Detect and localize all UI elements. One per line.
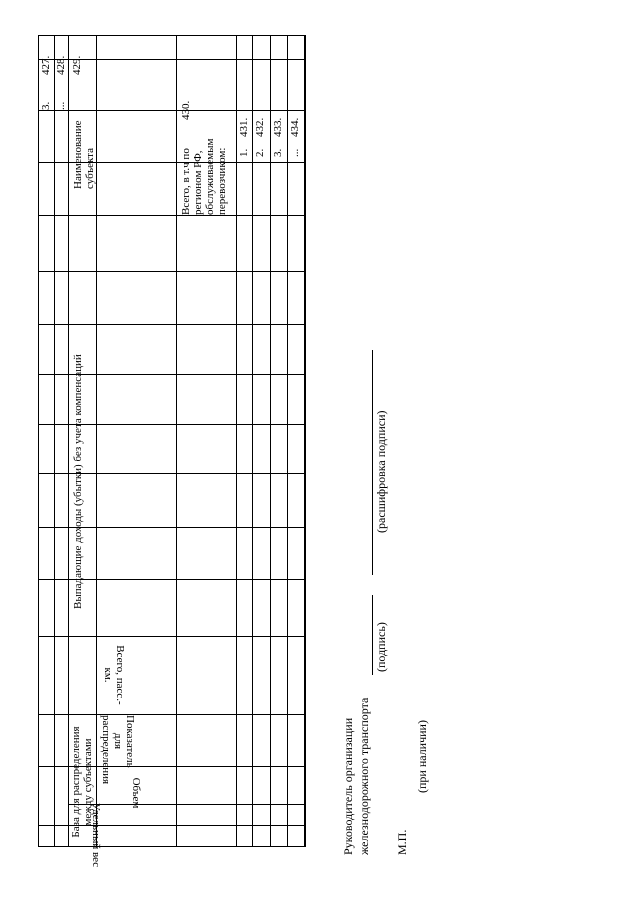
- row-name: 1.: [238, 148, 250, 157]
- signature-line: [372, 595, 373, 675]
- col-volume: Объем: [130, 777, 142, 809]
- decoding-caption: (расшифровка подписи): [374, 410, 388, 533]
- col-indicator: Показатель для распределения: [100, 715, 136, 785]
- row-number: 431.: [238, 117, 250, 137]
- head-label-line2: железнодорожного транспорта: [357, 697, 371, 855]
- head-label-line1: Руководитель организации: [341, 717, 355, 855]
- row-name: 3.: [40, 101, 52, 110]
- row-name: 3.: [272, 148, 284, 157]
- col-share: Удельный вес: [90, 802, 102, 868]
- decoding-line: [372, 350, 373, 575]
- row-name: 2.: [254, 148, 266, 157]
- stamp-note: (при наличии): [415, 720, 429, 793]
- row-number: 429.: [71, 55, 83, 75]
- row-name: ...: [55, 101, 67, 110]
- row-number: 427.: [40, 55, 52, 75]
- row-number: 434.: [289, 117, 301, 137]
- total-by-region-label: Всего, в т.ч по регионом РФ, обслуживаемым перевозчиком:: [180, 138, 228, 215]
- row-name: ...: [289, 148, 301, 157]
- col-total-pass-km: Всего, пасс.-км.: [102, 645, 126, 705]
- distribution-base-header: База для распределения между субъектами: [70, 726, 94, 838]
- row-number: 432.: [254, 117, 266, 137]
- row-number: 430.: [180, 100, 192, 120]
- row-number: 428.: [55, 55, 67, 75]
- lost-income-header: Выпадающие доходы (убытки) без учета компенсаций: [72, 354, 84, 609]
- row-number: 433.: [272, 117, 284, 137]
- signature-caption: (подпись): [374, 622, 388, 672]
- subject-name-header: Наименование субъекта: [72, 120, 96, 189]
- stamp-label: М.П.: [395, 829, 409, 855]
